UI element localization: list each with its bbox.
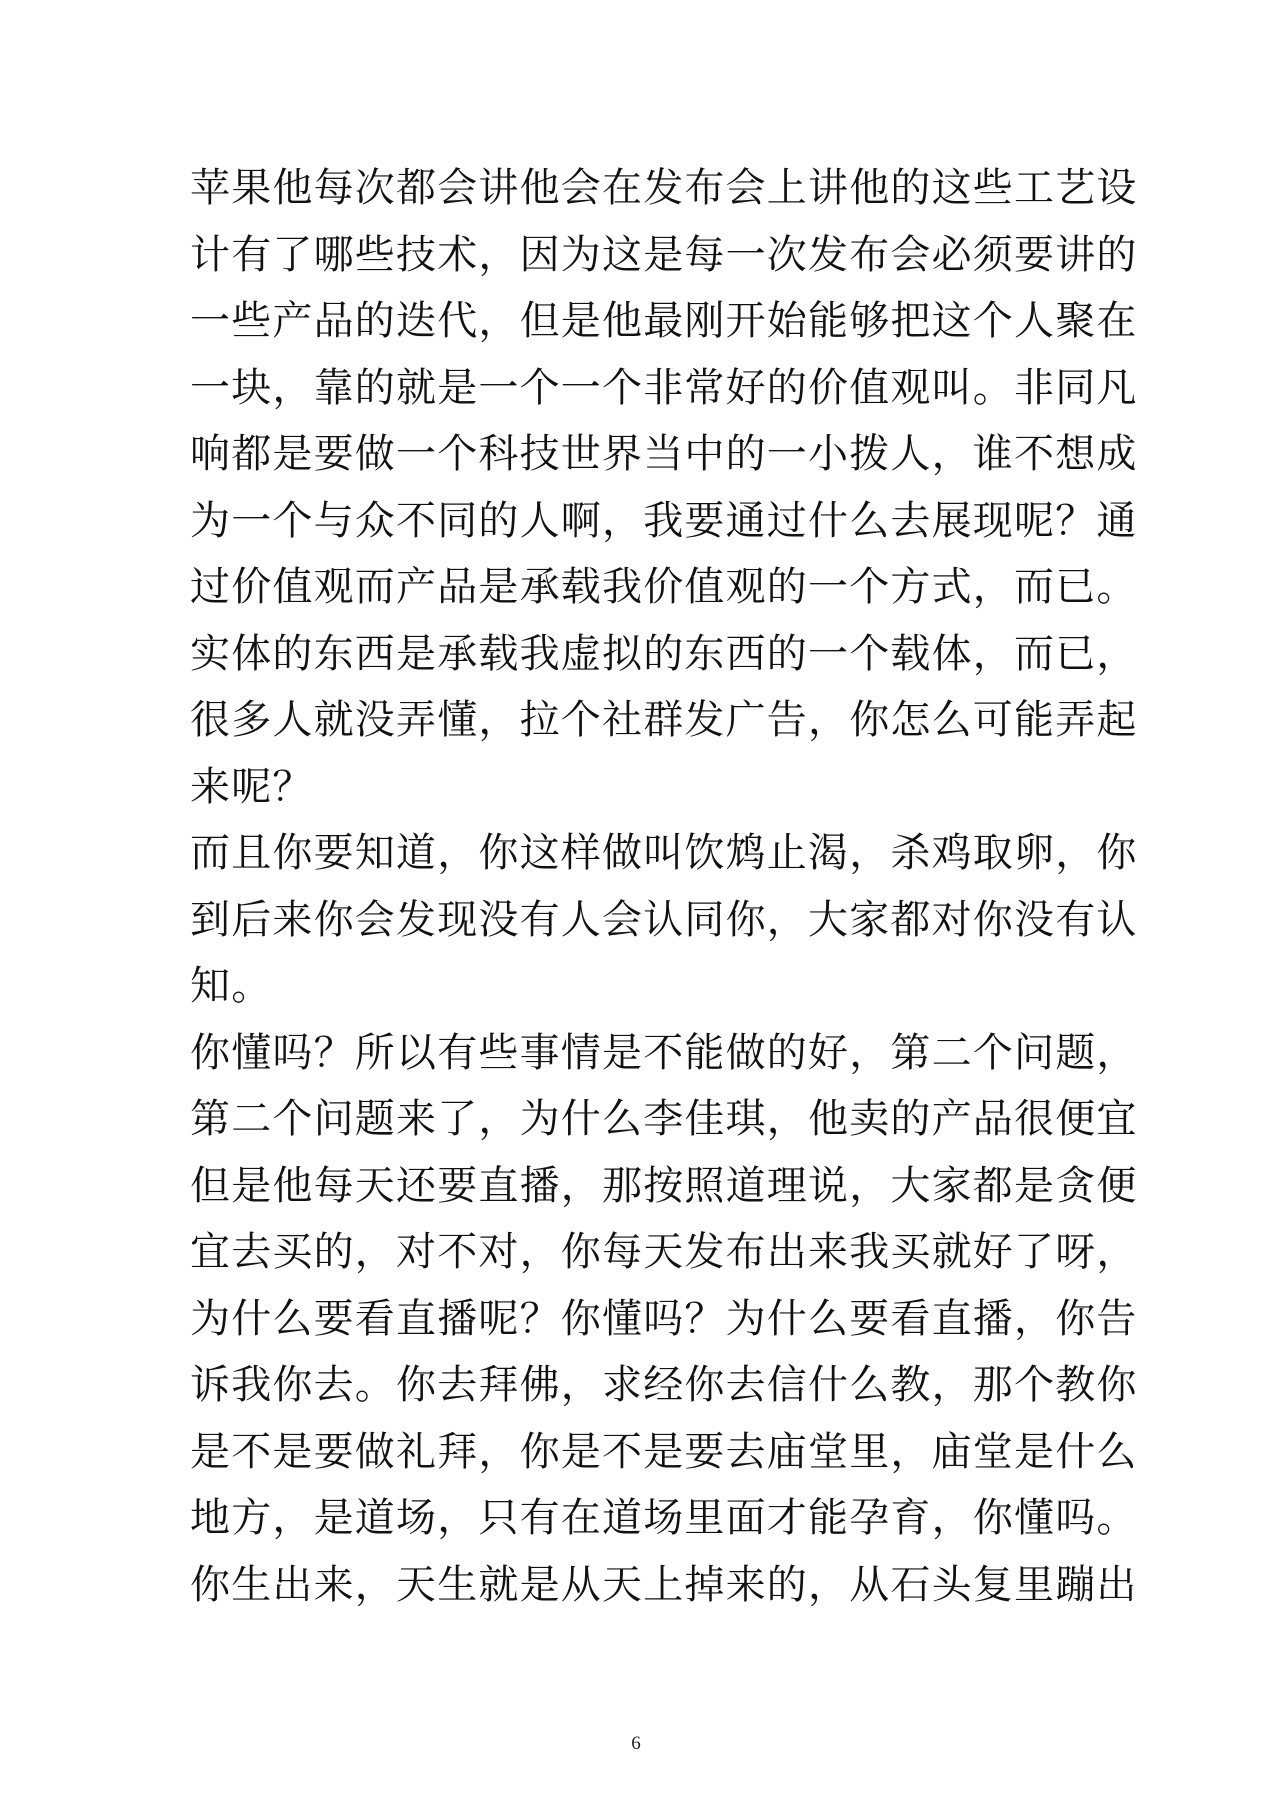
body-text [190, 155, 1138, 1618]
text-line: 而且你要知道，你这样做叫饮鸩止渴，杀鸡取卵，你 [190, 830, 1138, 876]
text-line: 一些产品的迭代，但是他最刚开始能够把这个人聚在 [190, 298, 1138, 344]
text-line: 第二个问题来了，为什么李佳琪，他卖的产品很便宜 [190, 1096, 1138, 1142]
text-line: 知。 [190, 963, 273, 1009]
text-line: 计有了哪些技术，因为这是每一次发布会必须要讲的 [190, 231, 1138, 278]
page-number: 6 [631, 1733, 641, 1754]
text-line: 宜去买的，对不对，你每天发布出来我买就好了呀， [190, 1229, 1138, 1275]
text-line: 诉我你去。你去拜佛，求经你去信什么教，那个教你 [190, 1362, 1138, 1408]
text-line: 到后来你会发现没有人会认同你，大家都对你没有认 [190, 896, 1138, 943]
text-line: 是不是要做礼拜，你是不是要去庙堂里，庙堂是什么 [190, 1428, 1138, 1475]
text-line: 来呢？ [190, 763, 314, 810]
text-line: 过价值观而产品是承载我价值观的一个方式，而已。 [190, 564, 1138, 610]
text-line: 一块，靠的就是一个一个非常好的价值观叫。非同凡 [190, 364, 1138, 411]
text-line: 但是他每天还要直播，那按照道理说，大家都是贪便 [190, 1162, 1138, 1209]
text-line: 地方，是道场，只有在道场里面才能孕育，你懂吗。 [190, 1495, 1138, 1541]
text-line: 很多人就没弄懂，拉个社群发广告，你怎么可能弄起 [190, 697, 1138, 743]
text-line: 为什么要看直播呢？你懂吗？为什么要看直播，你告 [190, 1295, 1138, 1342]
text-line: 你懂吗？所以有些事情是不能做的好，第二个问题， [190, 1029, 1138, 1076]
text-line: 你生出来，天生就是从天上掉来的，从石头复里蹦出 [190, 1561, 1138, 1608]
text-line: 实体的东西是承载我虚拟的东西的一个载体，而已， [190, 630, 1138, 677]
text-line: 响都是要做一个科技世界当中的一小拨人，谁不想成 [190, 431, 1138, 477]
text-line: 为一个与众不同的人啊，我要通过什么去展现呢？通 [190, 497, 1138, 544]
text-line: 苹果他每次都会讲他会在发布会上讲他的这些工艺设 [190, 165, 1138, 211]
